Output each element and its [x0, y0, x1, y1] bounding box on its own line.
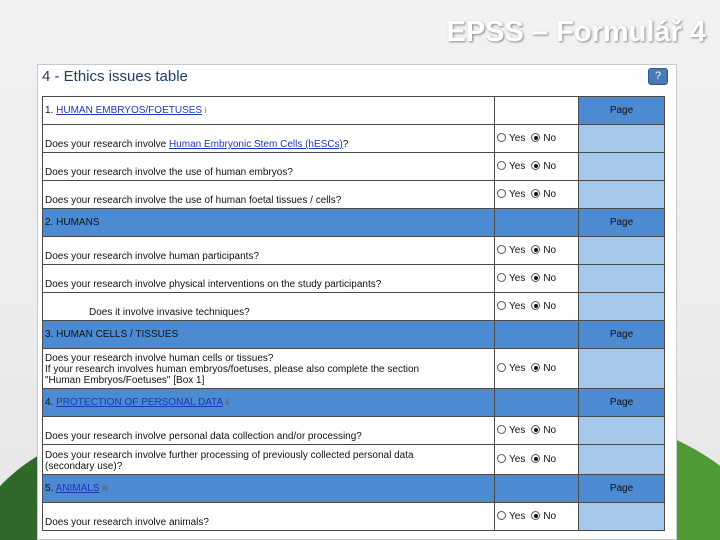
question-row — [43, 293, 665, 321]
radio-label-yes: Yes — [509, 133, 526, 144]
radio-yes[interactable] — [497, 273, 506, 282]
section-number: 5. — [45, 483, 56, 494]
question-text: (secondary use)? — [45, 461, 123, 472]
answer-cell — [495, 445, 579, 475]
question-text: "Human Embryos/Foetuses" [Box 1] — [45, 375, 205, 386]
radio-label-no: No — [543, 161, 557, 172]
radio-yes[interactable] — [497, 454, 506, 463]
radio-no[interactable] — [531, 301, 540, 310]
section-title: HUMANS — [56, 217, 100, 228]
answer-option-no[interactable] — [531, 511, 556, 522]
question-text-cell — [43, 349, 495, 389]
section-header-row — [43, 97, 665, 125]
question-text: Does it involve invasive techniques? — [89, 307, 250, 318]
answer-option-no[interactable] — [531, 161, 556, 172]
question-row — [43, 181, 665, 209]
question-row — [43, 445, 665, 475]
page-reference-cell[interactable] — [579, 153, 665, 181]
radio-no[interactable] — [531, 133, 540, 142]
section-number: 1. — [45, 105, 57, 116]
section-spacer-cell — [495, 475, 579, 503]
section-footnote-marker: i — [204, 106, 207, 115]
radio-label-yes: Yes — [509, 363, 526, 374]
question-text: Does your research involve human cells or tissues? — [45, 353, 274, 364]
radio-label-yes: Yes — [509, 273, 526, 284]
page-reference-cell[interactable] — [579, 349, 665, 389]
answer-cell — [495, 349, 579, 389]
question-text-cell — [43, 153, 495, 181]
page-reference-cell[interactable] — [579, 445, 665, 475]
question-row — [43, 237, 665, 265]
radio-no[interactable] — [531, 363, 540, 372]
help-button[interactable]: ? — [648, 68, 668, 85]
radio-yes[interactable] — [497, 425, 506, 434]
radio-no[interactable] — [531, 425, 540, 434]
radio-yes[interactable] — [497, 245, 506, 254]
section-title-cell — [43, 389, 495, 417]
slide-title: EPSS – Formulář 4 — [446, 16, 706, 48]
section-header-row — [43, 475, 665, 503]
section-footnote-marker: iii — [102, 484, 108, 493]
answer-option-no[interactable] — [531, 301, 556, 312]
answer-option-no[interactable] — [531, 273, 556, 284]
question-text-cell — [43, 417, 495, 445]
panel-title: 4 - Ethics issues table — [42, 68, 188, 85]
page-reference-cell[interactable] — [579, 125, 665, 153]
answer-option-yes[interactable] — [497, 363, 525, 374]
radio-yes[interactable] — [497, 363, 506, 372]
section-title-link[interactable]: PROTECTION OF PERSONAL DATA — [56, 397, 223, 408]
section-header-row — [43, 389, 665, 417]
section-title-link[interactable]: HUMAN EMBRYOS/FOETUSES — [56, 105, 203, 116]
question-row — [43, 417, 665, 445]
question-text-cell — [43, 503, 495, 531]
answer-cell — [495, 417, 579, 445]
question-row — [43, 503, 665, 531]
section-header-row — [43, 321, 665, 349]
radio-label-yes: Yes — [509, 245, 526, 256]
page-column-header: Page — [579, 389, 665, 417]
question-text-cell — [43, 265, 495, 293]
answer-option-no[interactable] — [531, 363, 556, 374]
radio-label-yes: Yes — [509, 161, 526, 172]
question-text: Does your research involve human participants? — [45, 251, 259, 262]
section-title-cell — [43, 475, 495, 503]
page-reference-cell[interactable] — [579, 181, 665, 209]
answer-option-yes[interactable] — [497, 245, 525, 256]
question-row — [43, 265, 665, 293]
answer-cell — [495, 125, 579, 153]
question-text: Does your research involve physical interventions on the study participants? — [45, 279, 382, 290]
radio-label-yes: Yes — [509, 425, 526, 436]
radio-yes[interactable] — [497, 511, 506, 520]
ethics-issues-table — [42, 96, 665, 531]
question-text: If your research involves human embryos/foetuses, please also complete the section — [45, 364, 420, 375]
question-row — [43, 349, 665, 389]
section-number: 4. — [45, 397, 57, 408]
question-text: Does your research involve — [45, 139, 169, 150]
section-header-row — [43, 209, 665, 237]
answer-option-yes[interactable] — [497, 133, 525, 144]
page-reference-cell[interactable] — [579, 293, 665, 321]
page-reference-cell[interactable] — [579, 417, 665, 445]
question-text: Does your research involve the use of human foetal tissues / cells? — [45, 195, 342, 206]
radio-yes[interactable] — [497, 133, 506, 142]
radio-label-no: No — [543, 273, 557, 284]
radio-label-no: No — [543, 301, 557, 312]
answer-option-no[interactable] — [531, 245, 556, 256]
question-text-cell — [43, 181, 495, 209]
radio-no[interactable] — [531, 273, 540, 282]
answer-cell — [495, 237, 579, 265]
radio-label-yes: Yes — [509, 511, 526, 522]
question-row — [43, 125, 665, 153]
question-text: Does your research involve the use of human embryos? — [45, 167, 293, 178]
section-title-cell — [43, 321, 495, 349]
ethics-form-panel — [37, 64, 677, 540]
section-footnote-marker: ii — [225, 398, 229, 407]
answer-cell — [495, 503, 579, 531]
question-text-cell — [43, 237, 495, 265]
answer-cell — [495, 265, 579, 293]
radio-label-yes: Yes — [509, 454, 526, 465]
page-column-header: Page — [579, 97, 665, 125]
section-number: 3. — [45, 329, 57, 340]
question-text-cell — [43, 125, 495, 153]
radio-no[interactable] — [531, 189, 540, 198]
radio-yes[interactable] — [497, 301, 506, 310]
section-title-link[interactable]: ANIMALS — [55, 483, 100, 494]
radio-label-no: No — [543, 454, 557, 465]
radio-no[interactable] — [531, 511, 540, 520]
answer-option-yes[interactable] — [497, 189, 525, 200]
section-title-cell — [43, 209, 495, 237]
answer-option-yes[interactable] — [497, 301, 525, 312]
question-link[interactable]: Human Embryonic Stem Cells (hESCs) — [168, 139, 343, 150]
section-spacer-cell — [495, 209, 579, 237]
section-spacer-cell — [495, 97, 579, 125]
answer-option-no[interactable] — [531, 454, 556, 465]
question-text: Does your research involve animals? — [45, 517, 209, 528]
section-title: HUMAN CELLS / TISSUES — [56, 329, 179, 340]
radio-label-no: No — [543, 245, 557, 256]
radio-no[interactable] — [531, 454, 540, 463]
section-number: 2. — [45, 217, 57, 228]
page-reference-cell[interactable] — [579, 265, 665, 293]
radio-label-no: No — [543, 363, 557, 374]
answer-option-yes[interactable] — [497, 273, 525, 284]
radio-no[interactable] — [531, 161, 540, 170]
answer-option-yes[interactable] — [497, 425, 525, 436]
question-text: Does your research involve personal data collection and/or processing? — [45, 431, 362, 442]
answer-cell — [495, 293, 579, 321]
answer-option-no[interactable] — [531, 425, 556, 436]
page-reference-cell[interactable] — [579, 237, 665, 265]
page-column-header: Page — [579, 209, 665, 237]
radio-no[interactable] — [531, 245, 540, 254]
radio-yes[interactable] — [497, 189, 506, 198]
section-title-cell — [43, 97, 495, 125]
answer-option-no[interactable] — [531, 133, 556, 144]
radio-label-no: No — [543, 189, 557, 200]
answer-option-yes[interactable] — [497, 454, 525, 465]
answer-option-yes[interactable] — [497, 161, 525, 172]
radio-label-yes: Yes — [509, 189, 526, 200]
answer-cell — [495, 181, 579, 209]
radio-yes[interactable] — [497, 161, 506, 170]
radio-label-no: No — [543, 511, 557, 522]
section-spacer-cell — [495, 389, 579, 417]
answer-option-no[interactable] — [531, 189, 556, 200]
radio-label-no: No — [543, 133, 557, 144]
page-reference-cell[interactable] — [579, 503, 665, 531]
radio-label-yes: Yes — [509, 301, 526, 312]
question-row — [43, 153, 665, 181]
answer-option-yes[interactable] — [497, 511, 525, 522]
question-text-cell — [43, 445, 495, 475]
question-text: ? — [342, 139, 349, 150]
answer-cell — [495, 153, 579, 181]
page-column-header: Page — [579, 475, 665, 503]
question-text: Does your research involve further processing of previously collected personal data — [45, 450, 414, 461]
page-column-header: Page — [579, 321, 665, 349]
section-spacer-cell — [495, 321, 579, 349]
question-text-cell — [43, 293, 495, 321]
radio-label-no: No — [543, 425, 557, 436]
